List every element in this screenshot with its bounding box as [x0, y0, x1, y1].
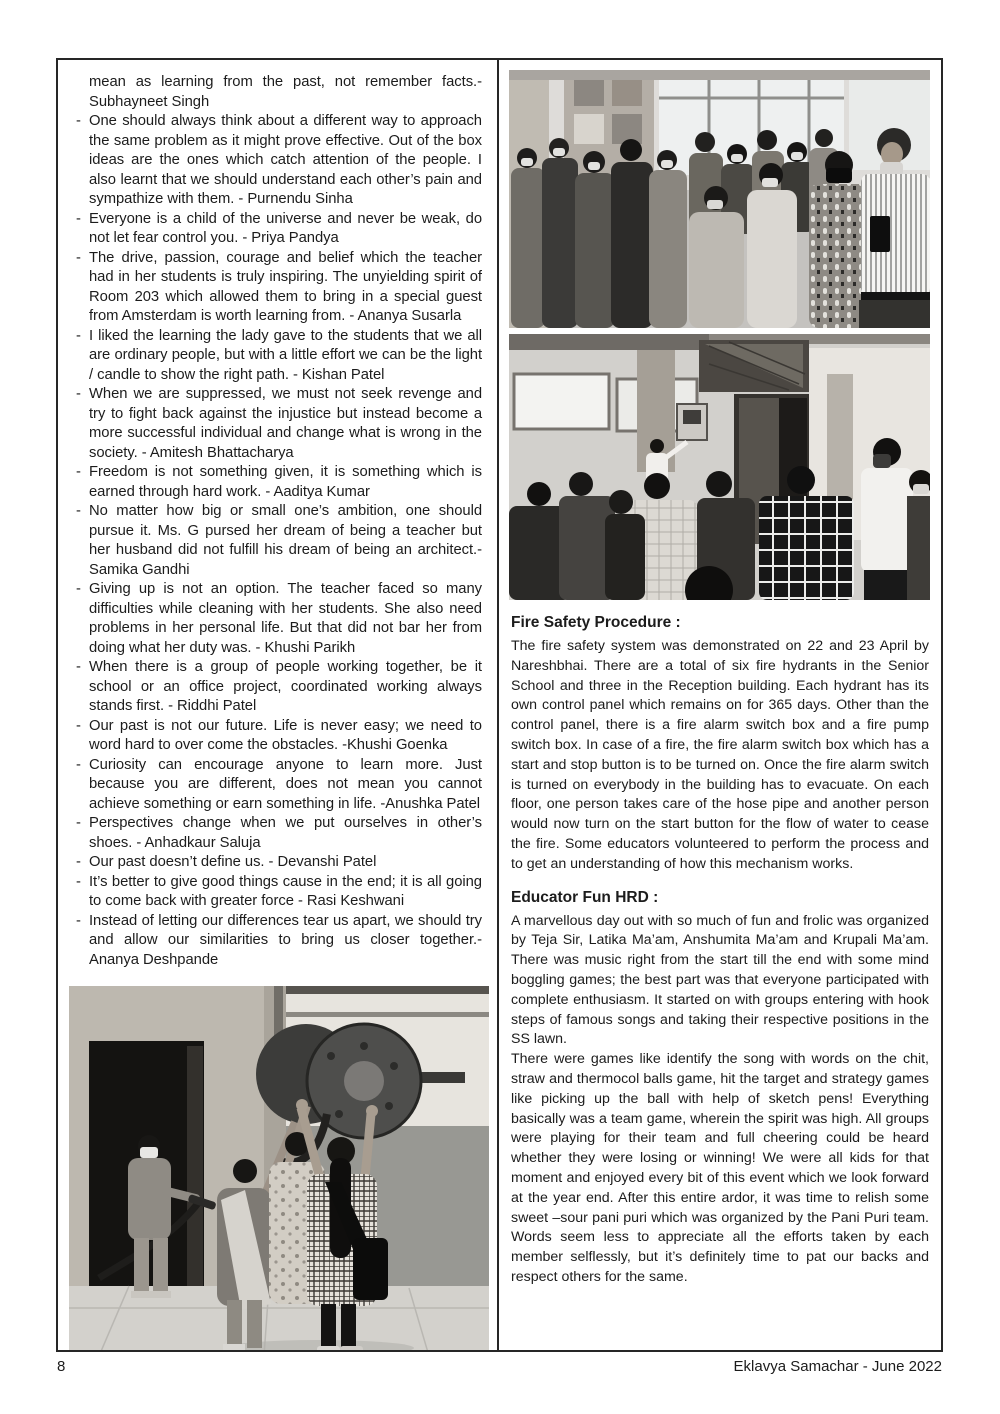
reflection-item: - When there is a group of people working together, be it school or an office project, coordinated working always stands first. - Riddhi Patel — [89, 658, 482, 717]
reflection-item: - Everyone is a child of the universe and never be weak, do not let fear control you. - Priya Pandya — [89, 210, 482, 249]
reflection-item: - The drive, passion, courage and belief which the teacher had in her students is truly inspiring. The unyielding spirit of Room 203 which allowed them to bring in a special guest from Amsterdam is worth learning from. - Ananya Susarla — [89, 249, 482, 327]
reflection-item: mean as learning from the past, not remember facts.- Subhayneet Singh — [89, 74, 482, 110]
reflection-item: - Perspectives change when we put ourselves in other’s shoes. - Anhadkaur Saluja — [89, 814, 482, 853]
page-number: 8 — [57, 1358, 66, 1375]
alarm-demo-image — [509, 334, 930, 600]
fire-briefing-image — [509, 70, 930, 328]
reflection-item: - It’s better to give good things cause in the end; it is all going to come back with greater force - Rasi Keshwani — [89, 873, 482, 912]
reflection-item: - Instead of letting our differences tear us apart, we should try and allow our similarities to bring us closer together.- Ananya Deshpande — [89, 912, 482, 971]
left-column — [58, 60, 499, 1350]
photo-fire-hose-drill — [69, 986, 482, 1352]
educator-fun-paragraph-1: A marvellous day out with so much of fun and frolic was organized by Teja Sir, Latika Ma’am, Anshumita Ma’am and Krupali Ma’am. There was music right from the start till the end with some mind boggling games; the best part was that everyone participated with complete enthusiasm. It started on with groups entering with hook steps of famous songs and taking their respective positions in the SS lawn. — [511, 912, 929, 1048]
reflection-item: - When we are suppressed, we must not seek revenge and try to fight back against the injustice but instead become a more successful individual and change what is wrong in the society. - Amitesh Bhattacharya — [89, 385, 482, 463]
reflections-list — [75, 73, 482, 970]
reflection-item: - Freedom is not something given, it is something which is earned through hard work. - Aaditya Kumar — [89, 463, 482, 502]
photo-fire-briefing — [509, 70, 931, 328]
fire-safety-paragraph: The fire safety system was demonstrated on 22 and 23 April by Nareshbhai. There are a total of six fire hydrants in the Senior School and three in the Reception building. Each hydrant has its own control panel which remains on for 365 days. Other than the control panel, there is a fire alarm switch box and a fire pump switch box. In case of a fire, the fire alarm switch box which has a start and stop button is to be turned on. Once the fire alarm switch is turned on everybody in the building has to evacuate. On each floor, one person takes care of the hose pipe and another person would now turn on the start button for the flow of water to cease the fire. Some educators volunteered to perform the process and to get an understanding of how this mechanism works. — [511, 638, 929, 872]
reflection-item: - Curiosity can encourage anyone to learn more. Just because you are different, does not mean you cannot achieve something or earn something in life. -Anushka Patel — [89, 756, 482, 815]
page-frame — [56, 58, 943, 1352]
page-footer — [57, 1358, 942, 1375]
right-column — [499, 60, 941, 1350]
reflection-item: - Our past is not our future. Life is never easy; we need to word hard to over come the obstacles. -Khushi Goenka — [89, 717, 482, 756]
reflection-item: - Our past doesn’t define us. - Devanshi Patel — [89, 853, 482, 873]
educator-fun-heading: Educator Fun HRD : — [511, 888, 659, 906]
fire-hose-drill-image — [69, 986, 489, 1352]
footer-journal-title: Eklavya Samachar - June 2022 — [733, 1358, 942, 1375]
reflection-item: - No matter how big or small one’s ambition, one should pursue it. Ms. G pursed her dream of being a teacher but her husband did not fulfill his dream of being an architect.- Samika Gandhi — [89, 502, 482, 580]
reflection-item: - Giving up is not an option. The teacher faced so many difficulties while cleaning with her students. She also need problems in her personal life. But that did not bar her from doing what her duty was. - Khushi Parikh — [89, 580, 482, 658]
educator-fun-paragraph-2: There were games like identify the song with words on the chit, straw and thermocol balls game, hit the target and strategy games like picking up the ball with help of sketch pens! Everything basically was a team game, wherein the spirit was high. All groups were playing for their team and full cheering could be heard whether they were losing or winning! We were all kids for that moment and enjoyed every bit of this event which we look forward at the year end. After this entire ardor, it was time to relish some sweet –sour pani puri which was organized by the Pani Puri team. Words seem less to appreciate all the efforts taken by each member selflessly, but it’s definitely time to pat our backs and respect others for the same. — [511, 1051, 929, 1285]
reflection-item: - I liked the learning the lady gave to the students that we all are ordinary people, but with a little effort we can be the light / candle to show the right path. - Kishan Patel — [89, 327, 482, 386]
reflection-item: - One should always think about a different way to approach the same problem as it might prove effective. Out of the box ideas are the ones which catch attention of the people. I also learnt that we should understand each other’s pain and sympathize with them. - Purnendu Sinha — [89, 112, 482, 210]
photo-alarm-demo — [509, 334, 931, 600]
fire-safety-heading: Fire Safety Procedure : — [511, 614, 681, 631]
